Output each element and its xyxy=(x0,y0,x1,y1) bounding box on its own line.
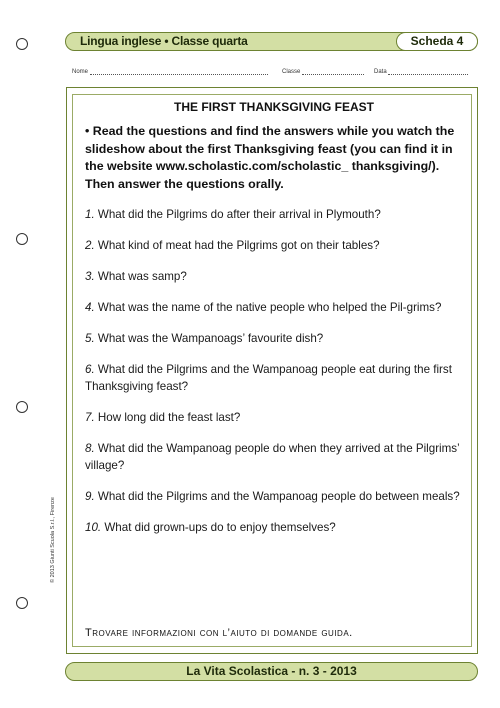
question-number: 1. xyxy=(85,208,95,221)
worksheet-content xyxy=(85,100,463,550)
question-text: What did the Pilgrims do after their arrival in Plymouth? xyxy=(97,208,381,221)
worksheet-panel xyxy=(72,94,472,647)
question-item xyxy=(85,361,463,395)
question-number: 10. xyxy=(85,521,102,534)
worksheet-number-badge: Scheda 4 xyxy=(396,32,478,51)
question-text: What was samp? xyxy=(97,270,187,283)
question-number: 2. xyxy=(85,239,95,252)
header-bar xyxy=(65,32,478,51)
question-item xyxy=(85,409,463,426)
question-text: What did the Pilgrims and the Wampanoag people eat during the first Thanksgiving feast? xyxy=(85,363,452,393)
binder-hole-1 xyxy=(16,38,28,50)
binder-hole-2 xyxy=(16,233,28,245)
question-item xyxy=(85,237,463,254)
question-number: 5. xyxy=(85,332,95,345)
question-number: 3. xyxy=(85,270,95,283)
worksheet-title: THE FIRST THANKSGIVING FEAST xyxy=(173,100,374,114)
question-number: 4. xyxy=(85,301,95,314)
question-number: 6. xyxy=(85,363,95,376)
class-field[interactable] xyxy=(282,69,364,75)
date-field[interactable] xyxy=(374,69,468,75)
question-list xyxy=(85,206,463,536)
binder-hole-3 xyxy=(16,401,28,413)
name-label: Nome xyxy=(72,69,89,75)
question-text: What did the Pilgrims and the Wampanoag people do between meals? xyxy=(97,490,460,503)
binder-hole-4 xyxy=(16,597,28,609)
student-info-fields xyxy=(72,69,472,79)
task-description: Trovare informazioni con l’aiuto di domande guida. xyxy=(85,627,353,639)
question-text: What was the Wampanoags’ favourite dish? xyxy=(97,332,324,345)
worksheet-instructions: • Read the questions and find the answers while you watch the slideshow about the first Thanksgiving feast (you can find it in the website www.scholastic.com/scholastic_ thanksgiving/). Then answer the questions orally. xyxy=(85,124,455,191)
name-field[interactable] xyxy=(72,69,268,75)
question-text: What did grown-ups do to enjoy themselves? xyxy=(104,521,336,534)
question-text: What kind of meat had the Pilgrims got on their tables? xyxy=(97,239,380,252)
copyright-notice: © 2013 Giunti Scuola S.r.l., Firenze xyxy=(50,497,56,583)
question-number: 7. xyxy=(85,411,95,424)
footer-bar: La Vita Scolastica - n. 3 - 2013 xyxy=(65,662,478,681)
date-label: Data xyxy=(374,69,387,75)
question-item xyxy=(85,330,463,347)
question-item xyxy=(85,268,463,285)
class-label: Classe xyxy=(282,69,301,75)
question-item xyxy=(85,299,463,316)
question-item xyxy=(85,206,463,223)
question-item xyxy=(85,440,463,474)
question-number: 9. xyxy=(85,490,95,503)
question-text: What did the Wampanoag people do when they arrived at the Pilgrims’ village? xyxy=(85,442,460,472)
question-text: How long did the feast last? xyxy=(97,411,241,424)
header-subject: Lingua inglese • Classe quarta xyxy=(80,34,248,48)
question-text: What was the name of the native people who helped the Pil-grims? xyxy=(97,301,442,314)
question-item xyxy=(85,488,463,505)
question-number: 8. xyxy=(85,442,95,455)
question-item xyxy=(85,519,463,536)
